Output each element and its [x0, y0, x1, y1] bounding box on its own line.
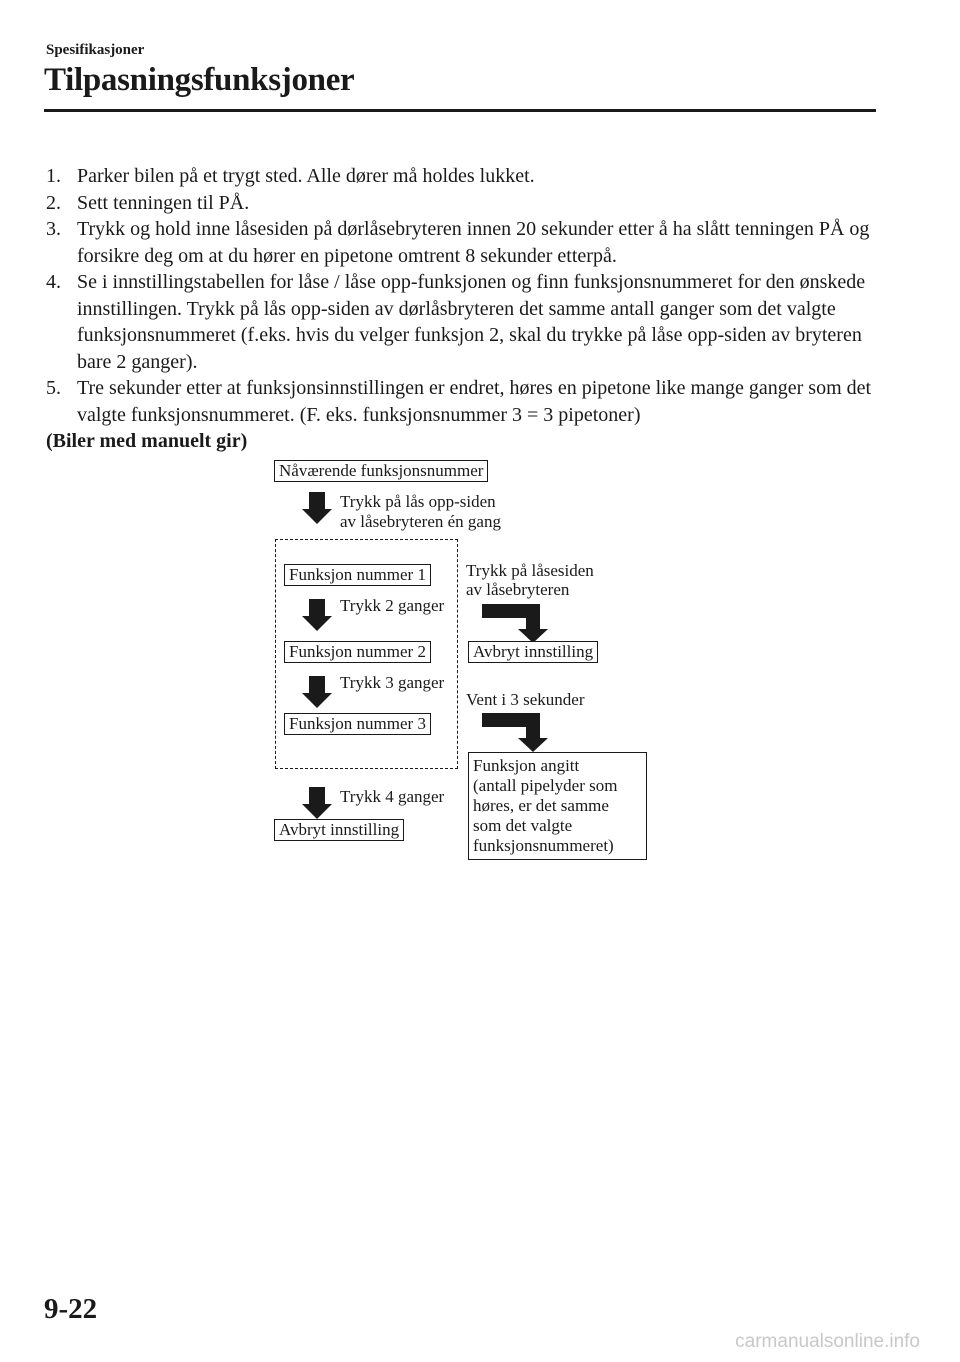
step-number: 2.	[46, 191, 61, 214]
down-arrow-icon	[302, 787, 332, 819]
step-text: Tre sekunder etter at funksjonsinnstillingen er endret, høres en pipetone like mange ganger som det valgte funksjonsnummeret. (F. eks. funksjonsnummer 3 = 3 pipetoner)	[77, 377, 872, 426]
cancel-setting-box: Avbryt innstilling	[274, 819, 404, 841]
down-arrow-icon	[302, 492, 332, 524]
result-line: funksjonsnummeret)	[473, 836, 614, 855]
press-lock-side-line2: av låsebryteren	[466, 580, 570, 599]
elbow-arrow-icon	[482, 713, 562, 753]
current-function-box: Nåværende funksjonsnummer	[274, 460, 488, 482]
wait-3-seconds-label: Vent i 3 sekunder	[466, 690, 585, 709]
step-number: 3.	[46, 218, 61, 240]
result-line: høres, er det samme	[473, 796, 609, 815]
result-line: (antall pipelyder som	[473, 776, 618, 795]
step-number: 5.	[46, 377, 61, 399]
down-arrow-icon	[302, 599, 332, 631]
step-number: 1.	[46, 165, 61, 187]
watermark-link[interactable]: carmanualsonline.info	[735, 1331, 920, 1352]
press-3-times-label: Trykk 3 ganger	[340, 673, 445, 692]
step-number: 4.	[46, 271, 61, 293]
function-set-result-box	[468, 752, 647, 860]
cancel-setting-box-right: Avbryt innstilling	[468, 641, 598, 663]
press-unlock-once-line2: av låsebryteren én gang	[340, 512, 501, 531]
function-number-1-box: Funksjon nummer 1	[284, 564, 431, 586]
result-line: som det valgte	[473, 816, 573, 835]
press-unlock-once-line1: Trykk på lås opp-siden	[340, 492, 496, 511]
press-lock-side-line1: Trykk på låsesiden	[466, 561, 594, 580]
page-number: 9-22	[44, 1293, 98, 1325]
press-2-times-label: Trykk 2 ganger	[340, 596, 445, 615]
function-number-2-box: Funksjon nummer 2	[284, 641, 431, 663]
section-label: Spesifikasjoner	[46, 42, 145, 58]
result-line: Funksjon angitt	[473, 756, 580, 775]
step-text: Trykk og hold inne låsesiden på dørlåsebryteren innen 20 sekunder etter å ha slått tenningen PÅ og forsikre deg om at du hører en pipetone omtrent 8 sekunder etterpå.	[77, 218, 870, 267]
function-number-3-box: Funksjon nummer 3	[284, 713, 431, 735]
press-4-times-label: Trykk 4 ganger	[340, 787, 445, 806]
step-text: Sett tenningen til PÅ.	[77, 191, 250, 214]
subheading: (Biler med manuelt gir)	[46, 430, 248, 452]
down-arrow-icon	[302, 676, 332, 708]
step-text: Parker bilen på et trygt sted. Alle dører må holdes lukket.	[77, 165, 535, 187]
page-title: Tilpasningsfunksjoner	[44, 62, 355, 98]
elbow-arrow-icon	[482, 604, 562, 644]
step-text: Se i innstillingstabellen for låse / låse opp-funksjonen og finn funksjonsnummeret for den ønskede innstillingen. Trykk på lås opp-siden av dørlåsbryteren det samme antall ganger som det valgte funksjonsnummeret (f.eks. hvis du velger funksjon 2, skal du trykke på låse opp-siden av bryteren bare 2 ganger).	[77, 271, 866, 373]
